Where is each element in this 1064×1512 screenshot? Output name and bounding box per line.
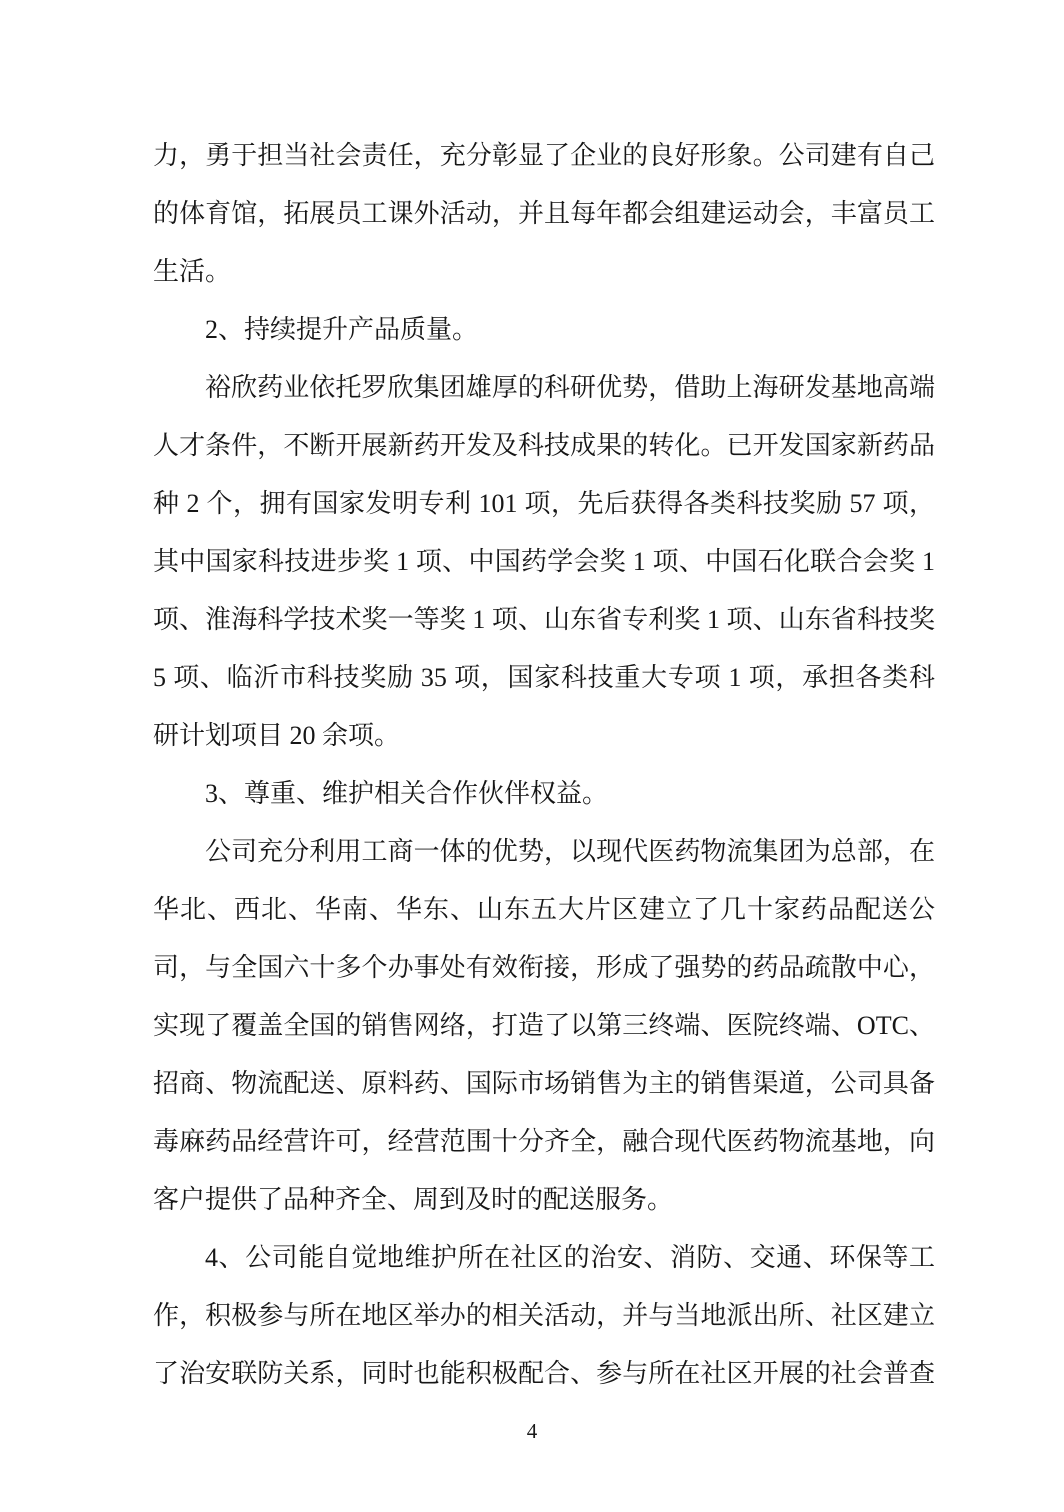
page-number: 4 (526, 1419, 538, 1443)
paragraph: 2、持续提升产品质量。 (205, 315, 479, 344)
document-body (153, 127, 935, 1403)
paragraph: 4、公司能自觉地维护所在社区的治安、消防、交通、环保等工作，积极参与所在地区举办的相关活动，并与当地派出所、社区建立了治安联防关系，同时也能积极配合、参与所在社区开展的社会普查 (153, 1243, 935, 1388)
page-footer (0, 1418, 1064, 1444)
paragraph: 力，勇于担当社会责任，充分彰显了企业的良好形象。公司建有自己的体育馆，拓展员工课外活动，并且每年都会组建运动会，丰富员工生活。 (153, 141, 935, 286)
paragraph: 3、尊重、维护相关合作伙伴权益。 (205, 779, 609, 808)
paragraph: 公司充分利用工商一体的优势，以现代医药物流集团为总部，在华北、西北、华南、华东、山东五大片区建立了几十家药品配送公司，与全国六十多个办事处有效衔接，形成了强势的药品疏散中心，实现了覆盖全国的销售网络，打造了以第三终端、医院终端、OTC、招商、物流配送、原料药、国际市场销售为主的销售渠道，公司具备毒麻药品经营许可，经营范围十分齐全，融合现代医药物流基地，向客户提供了品种齐全、周到及时的配送服务。 (153, 837, 935, 1214)
paragraph: 裕欣药业依托罗欣集团雄厚的科研优势，借助上海研发基地高端人才条件，不断开展新药开发及科技成果的转化。已开发国家新药品种 2 个，拥有国家发明专利 101 项，先后获得各类科技奖励 57 项，其中国家科技进步奖 1 项、中国药学会奖 1 项、中国石化联合会奖 1 项、淮海科学技术奖一等奖 1 项、山东省专利奖 1 项、山东省科技奖 5 项、临沂市科技奖励 35 项，国家科技重大专项 1 项，承担各类科研计划项目 20 余项。 (153, 373, 935, 750)
